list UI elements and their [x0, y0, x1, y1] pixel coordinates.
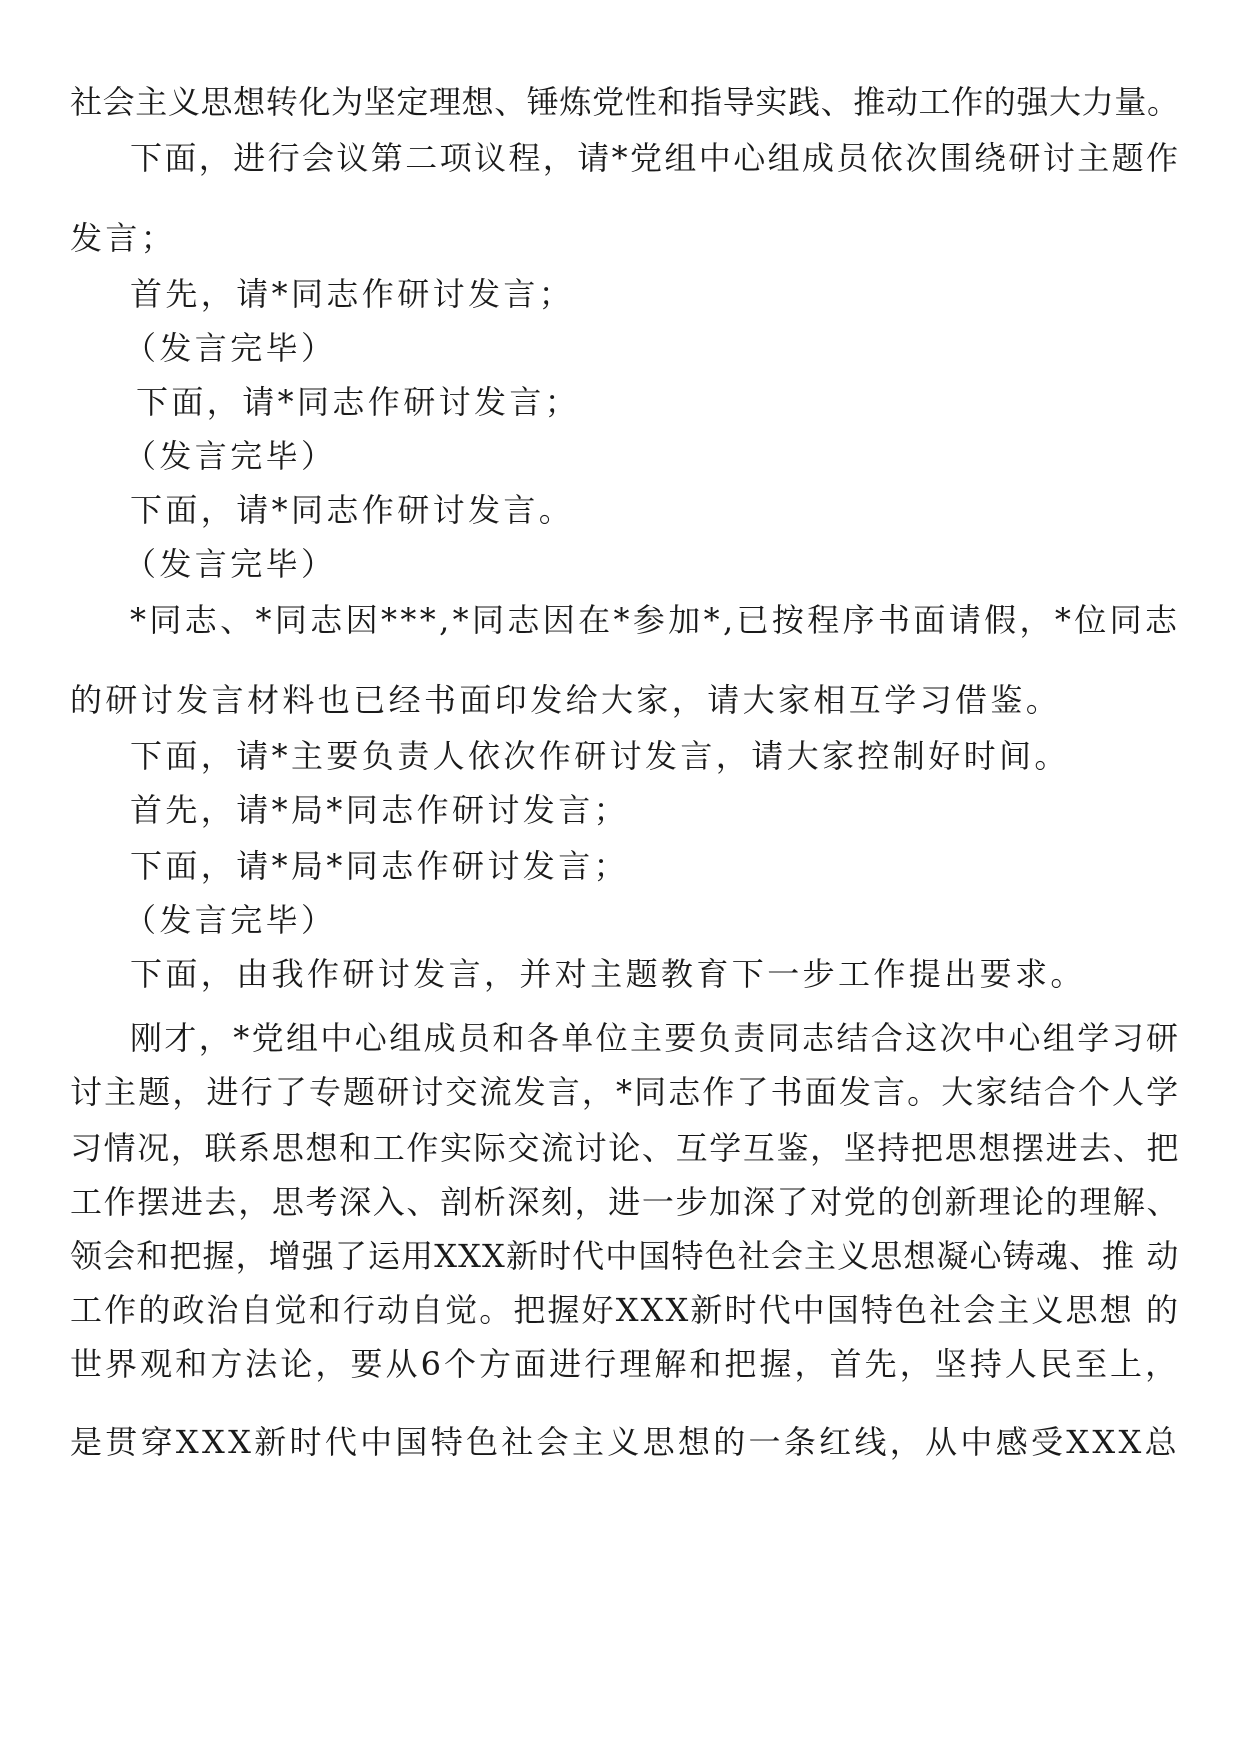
text-line: 下面，请*主要负责人依次作研讨发言，请大家控制好时间。	[130, 737, 1070, 775]
text-line: 世界观和方法论，要从6个方面进行理解和把握，首先，坚持人民至上，	[70, 1345, 1181, 1383]
text-line: 首先，请*同志作研讨发言；	[130, 275, 575, 313]
text-line: 习情况，联系思想和工作实际交流讨论、互学互鉴，坚持把思想摆进去、把	[70, 1129, 1181, 1167]
text-line: *同志、*同志因***,*同志因在*参加*,已按程序书面请假，*位同志	[130, 601, 1181, 639]
text-line: （发言完毕）	[124, 545, 337, 583]
text-line: （发言完毕）	[124, 329, 337, 367]
text-line: 发言；	[70, 219, 177, 257]
text-line: 首先，请*局*同志作研讨发言；	[130, 791, 630, 829]
text-line: 是贯穿XXX新时代中国特色社会主义思想的一条红线，从中感受XXX总	[70, 1423, 1180, 1461]
text-line: 工作摆进去，思考深入、剖析深刻，进一步加深了对党的创新理论的理解、	[70, 1183, 1181, 1221]
text-line: （发言完毕）	[124, 901, 337, 939]
text-line: 下面，请*同志作研讨发言。	[130, 491, 575, 529]
text-line: 工作的政治自觉和行动自觉。把握好XXX新时代中国特色社会主义思想 的	[70, 1291, 1181, 1329]
text-line: 领会和把握，增强了运用XXX新时代中国特色社会主义思想凝心铸魂、推 动	[70, 1237, 1180, 1275]
text-line: 下面，请*局*同志作研讨发言；	[130, 847, 630, 885]
text-line: 下面，由我作研讨发言，并对主题教育下一步工作提出要求。	[130, 955, 1086, 993]
text-line: （发言完毕）	[124, 437, 337, 475]
text-line: 讨主题，进行了专题研讨交流发言，*同志作了书面发言。大家结合个人学	[70, 1073, 1181, 1111]
text-line: 刚才，*党组中心组成员和各单位主要负责同志结合这次中心组学习研	[130, 1019, 1181, 1057]
text-line: 的研讨发言材料也已经书面印发给大家，请大家相互学习借鉴。	[70, 681, 1062, 719]
text-line: 下面，进行会议第二项议程，请*党组中心组成员依次围绕研讨主题作	[130, 139, 1181, 177]
text-line: 下面，请*同志作研讨发言；	[136, 383, 581, 421]
text-line: 社会主义思想转化为坚定理想、锤炼党性和指导实践、推动工作的强大力量。	[70, 83, 1180, 121]
